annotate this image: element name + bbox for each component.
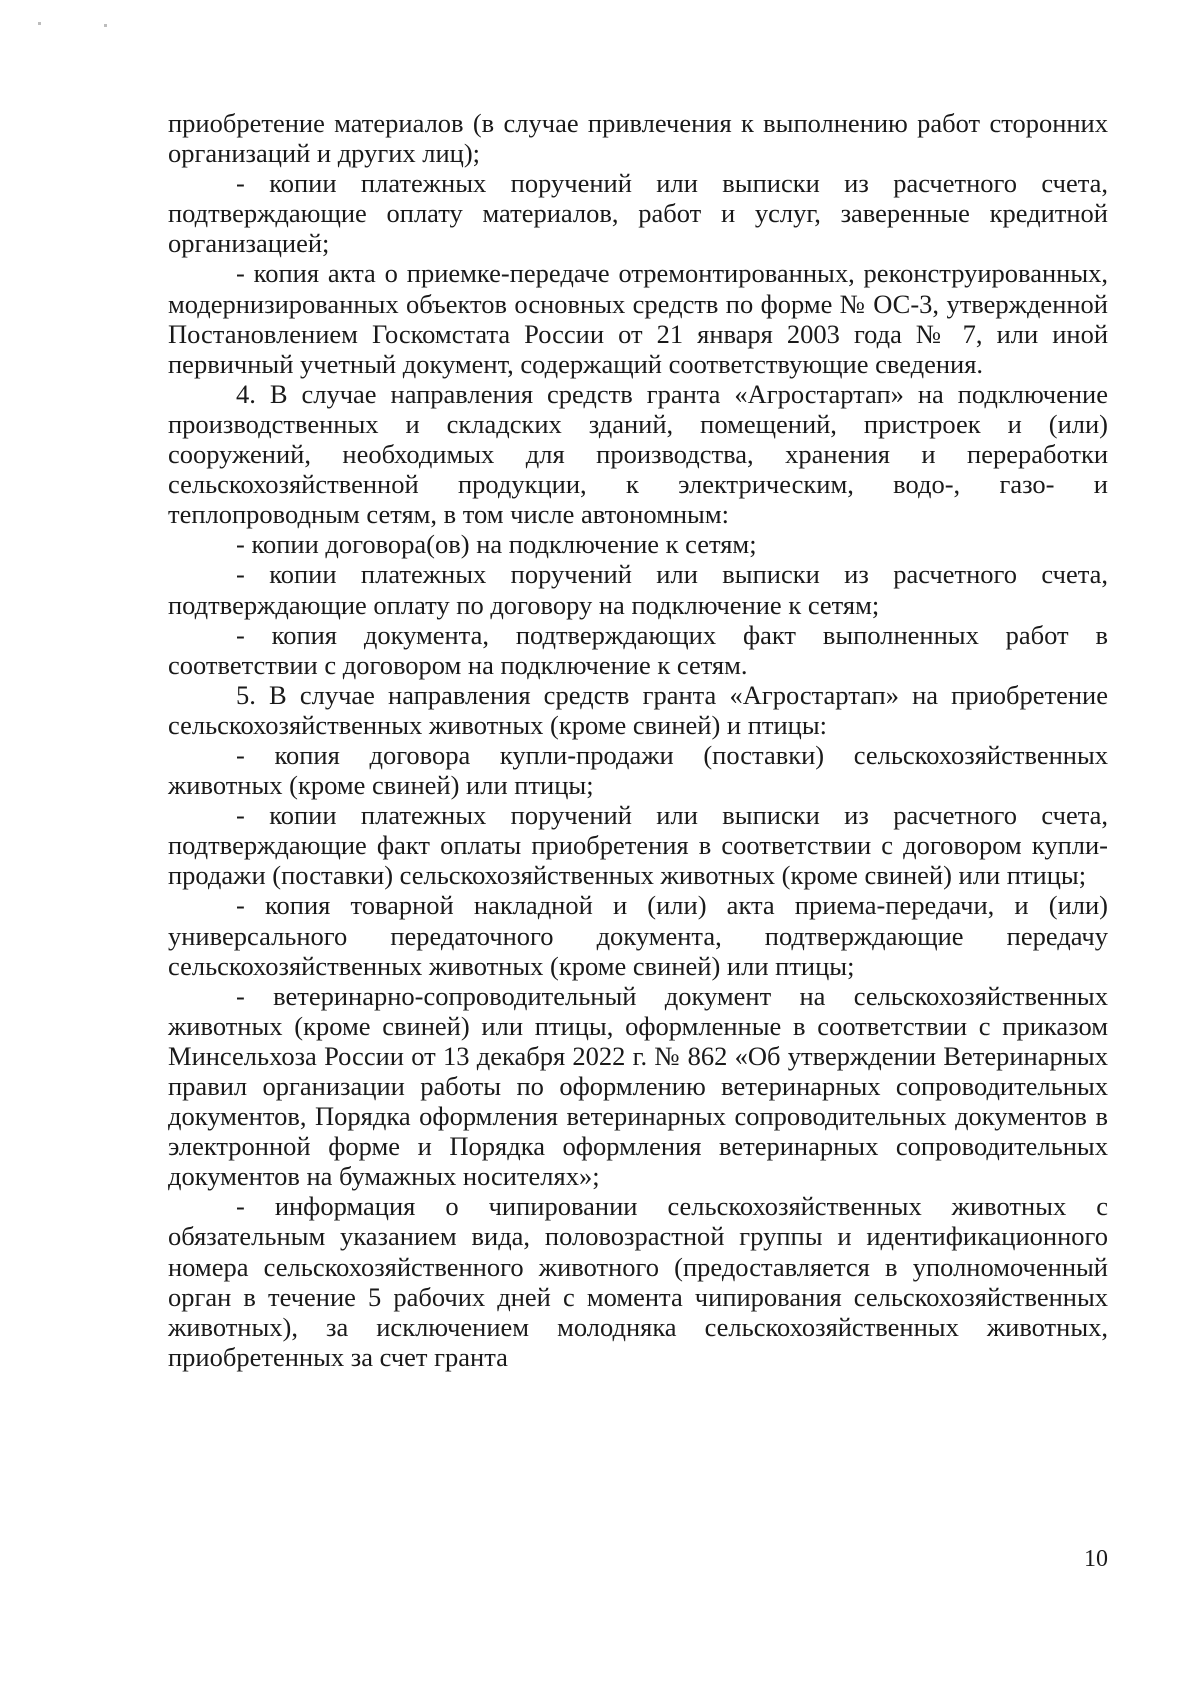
paragraph: 4. В случае направления средств гранта «Агростартап» на подключение производственных и складских зданий, помещений, пристроек и (или) сооружений, необходимых для производства, хранения и переработки сельскохозяйственной продукции, к электрическим, водо-, газо- и теплопроводным сетям, в том числе автономным:	[168, 378, 1108, 530]
scan-speck	[38, 22, 41, 25]
page-number: 10	[1084, 1546, 1108, 1572]
scan-speck	[104, 24, 107, 27]
paragraph: - копии платежных поручений или выписки из расчетного счета, подтверждающие факт оплаты приобретения в соответствии с договором купли-продажи (поставки) сельскохозяйственных животных (кроме свиней) или птицы;	[168, 800, 1108, 891]
paragraph: - ветеринарно-сопроводительный документ на сельскохозяйственных животных (кроме свиней) или птицы, оформленные в соответствии с приказом Минсельхоза России от 13 декабря 2022 г. № 862 «Об утверждении Ветеринарных правил организации работы по оформлению ветеринарных сопроводительных документов, Порядка оформления ветеринарных сопроводительных документов в электронной форме и Порядка оформления ветеринарных сопроводительных документов на бумажных носителях»;	[168, 980, 1108, 1192]
paragraph: - копии платежных поручений или выписки из расчетного счета, подтверждающие оплату материалов, работ и услуг, заверенные кредитной организацией;	[168, 168, 1108, 259]
paragraph: - копия акта о приемке-передаче отремонтированных, реконструированных, модернизированных объектов основных средств по форме № ОС-3, утвержденной Постановлением Госкомстата России от 21 января 2003 года № 7, или иной первичный учетный документ, содержащий соответствующие сведения.	[168, 258, 1108, 379]
paragraph: - копии платежных поручений или выписки из расчетного счета, подтверждающие оплату по договору на подключение к сетям;	[168, 559, 1108, 620]
paragraph: - информация о чипировании сельскохозяйственных животных с обязательным указанием вида, половозрастной группы и идентификационного номера сельскохозяйственного животного (предоставляется в уполномоченный орган в течение 5 рабочих дней с момента чипирования сельскохозяйственных животных), за исключением молодняка сельскохозяйственных животных, приобретенных за счет гранта	[168, 1191, 1108, 1372]
paragraph: - копия документа, подтверждающих факт выполненных работ в соответствии с договором на подключение к сетям.	[168, 619, 1108, 680]
paragraph: - копии договора(ов) на подключение к сетям;	[236, 529, 757, 560]
document-body	[168, 108, 1108, 1372]
paragraph: - копия товарной накладной и (или) акта приема-передачи, и (или) универсального передаточного документа, подтверждающие передачу сельскохозяйственных животных (кроме свиней) или птицы;	[168, 890, 1108, 981]
paragraph: 5. В случае направления средств гранта «Агростартап» на приобретение сельскохозяйственных животных (кроме свиней) и птицы:	[168, 679, 1108, 740]
paragraph: приобретение материалов (в случае привлечения к выполнению работ сторонних организаций и других лиц);	[168, 108, 1108, 169]
paragraph: - копия договора купли-продажи (поставки) сельскохозяйственных животных (кроме свиней) или птицы;	[168, 739, 1108, 801]
